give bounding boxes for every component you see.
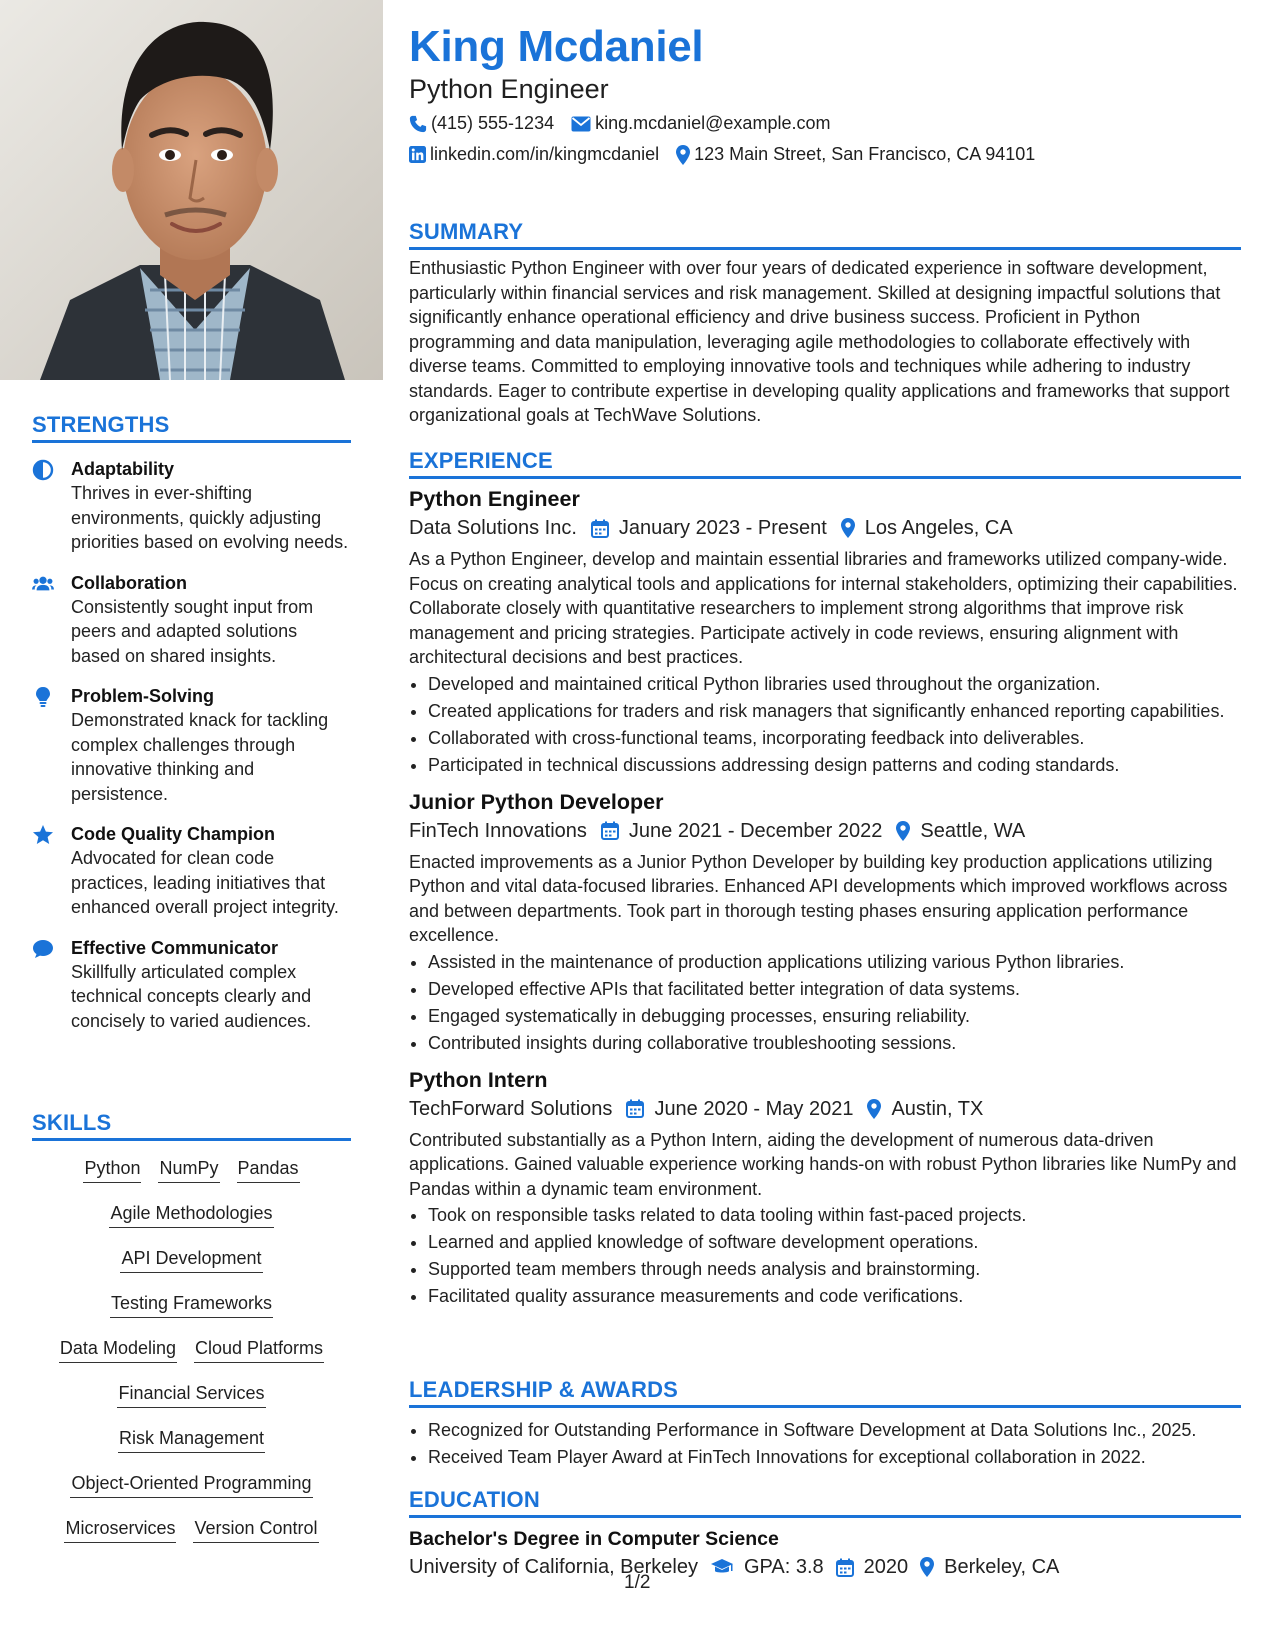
leadership-heading: LEADERSHIP & AWARDS: [409, 1377, 1241, 1408]
envelope-icon: [571, 116, 591, 132]
phone-icon: [409, 115, 427, 133]
list-item: • Assisted in the maintenance of production applications utilizing various Python libraries.: [428, 950, 1241, 975]
sidebar: [0, 0, 383, 1650]
half-circle-icon: [32, 459, 54, 481]
summary-text: Enthusiastic Python Engineer with over four years of dedicated experience in software development, particularly within financial services and risk management. Skilled at designing impactful solutions that significantly enhance operational efficiency and drive business success. Proficient in Python programming and data manipulation, leveraging agile methodologies to collaborate effectively with diverse teams. Committed to employing innovative tools and techniques while adhering to industry standards. Eager to contribute expertise in developing quality applications and frameworks that support organizational goals at TechWave Solutions.: [409, 258, 1230, 425]
job-meta: [409, 816, 1241, 846]
skills-row: [32, 1471, 351, 1516]
job-location-text: Austin, TX: [891, 1097, 984, 1120]
skill-tag: Microservices: [64, 1516, 176, 1543]
calendar-icon: [601, 821, 619, 840]
skill-tag: Financial Services: [117, 1381, 265, 1408]
job-location-text: Los Angeles, CA: [864, 517, 1013, 539]
job-bullets: [409, 950, 1241, 1056]
skill-tag: Version Control: [193, 1516, 318, 1543]
calendar-icon: [626, 1099, 644, 1118]
linkedin-icon: [409, 146, 426, 163]
skills-row: [32, 1156, 351, 1201]
job-company: FinTech Innovations: [409, 819, 587, 842]
contact-linkedin[interactable]: [409, 144, 659, 165]
strength-desc: Consistently sought input from peers and adapted solutions based on shared insights.: [71, 596, 314, 666]
education-meta: [409, 1552, 1241, 1582]
degree-title: Bachelor's Degree in Computer Science: [409, 1528, 779, 1550]
leadership-section: [409, 1377, 1241, 1472]
experience-heading: EXPERIENCE: [409, 448, 1241, 479]
education-location: [920, 1552, 1059, 1582]
skill-tag: NumPy: [158, 1156, 219, 1183]
strength-item: [32, 684, 351, 806]
calendar-icon: [591, 519, 609, 538]
strength-desc: Skillfully articulated complex technical concepts clearly and concisely to varied audiences.: [71, 961, 312, 1031]
comment-icon: [32, 938, 54, 960]
strength-item: [32, 822, 351, 920]
job-location-text: Seattle, WA: [920, 819, 1026, 842]
list-item: • Participated in technical discussions addressing design patterns and coding standards.: [428, 753, 1241, 778]
job-entry: [409, 1066, 1241, 1309]
job-description: As a Python Engineer, develop and maintain essential libraries and frameworks utilized company-wide. Focus on creating analytical tools and applications for internal stakeholders, optimizing their capabilities. Collaborate closely with quantitative researchers to implement strong algorithms that improve risk management and pricing strategies. Participate actively in code reviews, ensuring alignment with architectural decisions and best practices.: [409, 549, 1238, 667]
strengths-heading: STRENGTHS: [32, 412, 351, 443]
job-location: [896, 816, 1025, 846]
skills-row: [32, 1516, 351, 1561]
contact-address: [676, 144, 1035, 165]
skill-tag: Pandas: [237, 1156, 300, 1183]
list-item: • Learned and applied knowledge of software development operations.: [428, 1230, 1241, 1255]
list-item: • Supported team members through needs analysis and brainstorming.: [428, 1257, 1241, 1282]
job-entry: [409, 788, 1241, 1056]
strength-desc: Thrives in ever-shifting environments, quickly adjusting priorities based on evolving needs.: [71, 483, 349, 552]
skill-tag: API Development: [120, 1246, 262, 1273]
list-item: • Recognized for Outstanding Performance in Software Development at Data Solutions Inc., 2025.: [428, 1418, 1241, 1443]
list-item: • Contributed insights during collaborative troubleshooting sessions.: [428, 1031, 1241, 1056]
map-pin-icon: [841, 518, 855, 538]
location-text: Berkeley, CA: [944, 1556, 1060, 1578]
candidate-role: Python Engineer: [409, 74, 609, 104]
list-item: • Created applications for traders and risk managers that significantly enhanced reporting capabilities.: [428, 699, 1241, 724]
strength-title: Code Quality Champion: [71, 824, 276, 844]
job-location: [867, 1094, 983, 1124]
education-year: [836, 1552, 909, 1582]
skill-tag: Agile Methodologies: [109, 1201, 273, 1228]
skills-row: [32, 1291, 351, 1336]
strength-desc: Demonstrated knack for tackling complex challenges through innovative thinking and persistence.: [71, 710, 329, 804]
school-name: University of California, Berkeley: [409, 1556, 698, 1578]
email-text: king.mcdaniel@example.com: [595, 113, 831, 133]
skill-tag: Testing Frameworks: [110, 1291, 273, 1318]
map-pin-icon: [867, 1099, 881, 1119]
skills-row: [32, 1381, 351, 1426]
skills-row: [32, 1426, 351, 1471]
strengths-section: [32, 412, 351, 1049]
contact-email[interactable]: [571, 113, 830, 134]
skills-row: [32, 1201, 351, 1246]
strength-item: [32, 571, 351, 669]
strength-item: [32, 936, 351, 1034]
calendar-icon: [836, 1558, 854, 1577]
contact-row-2: [409, 144, 1052, 165]
summary-section: [409, 219, 1241, 428]
skill-tag: Python: [83, 1156, 141, 1183]
linkedin-text: linkedin.com/in/kingmcdaniel: [430, 144, 660, 164]
job-description: Contributed substantially as a Python Intern, aiding the development of numerous data-driven applications. Gained valuable experience working hands-on with robust Python libraries like NumPy and Pandas within a dynamic team environment.: [409, 1129, 1237, 1199]
address-text: 123 Main Street, San Francisco, CA 94101: [694, 144, 1036, 164]
education-section: [409, 1487, 1241, 1582]
job-location: [841, 513, 1013, 543]
job-description: Enacted improvements as a Junior Python Developer by building key production applications utilizing Python and vital data-focused libraries. Enhanced API developments which improved workflows across and between departments. Took part in thorough testing phases ensuring application performance excellence.: [409, 851, 1228, 945]
skill-tag: Risk Management: [118, 1426, 265, 1453]
skills-heading: SKILLS: [32, 1110, 351, 1141]
phone-text: (415) 555-1234: [431, 113, 555, 133]
job-dates-text: June 2021 - December 2022: [628, 819, 883, 842]
experience-section: [409, 448, 1241, 1311]
contact-phone: [409, 113, 554, 134]
portrait-illustration: [0, 0, 383, 380]
job-company: Data Solutions Inc.: [409, 517, 577, 539]
job-dates-text: June 2020 - May 2021: [654, 1097, 854, 1120]
list-item: • Collaborated with cross-functional teams, incorporating feedback into deliverables.: [428, 726, 1241, 751]
year-text: 2020: [863, 1556, 909, 1578]
skills-row: [32, 1336, 351, 1381]
list-item: • Took on responsible tasks related to data tooling within fast-paced projects.: [428, 1203, 1241, 1228]
users-icon: [32, 573, 54, 595]
education-heading: EDUCATION: [409, 1487, 1241, 1518]
job-bullets: [409, 672, 1241, 778]
job-dates: [626, 1094, 853, 1124]
summary-heading: SUMMARY: [409, 219, 1241, 250]
job-dates: [601, 816, 883, 846]
skill-tag: Data Modeling: [59, 1336, 177, 1363]
job-meta: [409, 1094, 1241, 1124]
job-meta: [409, 513, 1241, 543]
strength-title: Adaptability: [71, 459, 175, 479]
profile-photo: [0, 0, 383, 380]
job-title: Python Engineer: [409, 487, 580, 511]
page-number: 1/2: [624, 1572, 651, 1593]
list-item: • Developed effective APIs that facilitated better integration of data systems.: [428, 977, 1241, 1002]
strength-item: [32, 457, 351, 555]
job-title: Python Intern: [409, 1067, 548, 1092]
leadership-list: [409, 1418, 1241, 1470]
skill-tag: Object-Oriented Programming: [70, 1471, 312, 1498]
strength-title: Problem-Solving: [71, 686, 215, 706]
contact-row-1: [409, 113, 847, 134]
list-item: • Engaged systematically in debugging processes, ensuring reliability.: [428, 1004, 1241, 1029]
candidate-name: King Mcdaniel: [409, 22, 704, 71]
list-item: • Received Team Player Award at FinTech Innovations for exceptional collaboration in 2022.: [428, 1445, 1241, 1470]
job-title: Junior Python Developer: [409, 789, 664, 814]
skills-row: [32, 1246, 351, 1291]
gpa-text: GPA: 3.8: [744, 1556, 824, 1578]
education-gpa: [710, 1552, 824, 1582]
job-dates: [591, 513, 827, 543]
strength-desc: Advocated for clean code practices, leading initiatives that enhanced overall project integrity.: [71, 848, 339, 917]
job-entry: [409, 485, 1241, 777]
strength-title: Collaboration: [71, 572, 187, 593]
map-pin-icon: [676, 145, 690, 165]
skills-section: [32, 1110, 351, 1561]
skills-list: [32, 1156, 351, 1561]
job-dates-text: January 2023 - Present: [618, 517, 827, 539]
skill-tag: Cloud Platforms: [194, 1336, 324, 1363]
job-bullets: [409, 1203, 1241, 1309]
job-company: TechForward Solutions: [409, 1097, 613, 1120]
map-pin-icon: [920, 1557, 934, 1577]
lightbulb-icon: [32, 686, 54, 708]
strength-title: Effective Communicator: [71, 937, 279, 958]
graduation-cap-icon: [710, 1558, 734, 1576]
star-icon: [32, 824, 54, 846]
list-item: • Developed and maintained critical Python libraries used throughout the organization.: [428, 672, 1241, 697]
list-item: • Facilitated quality assurance measurements and code verifications.: [428, 1284, 1241, 1309]
map-pin-icon: [896, 821, 910, 841]
